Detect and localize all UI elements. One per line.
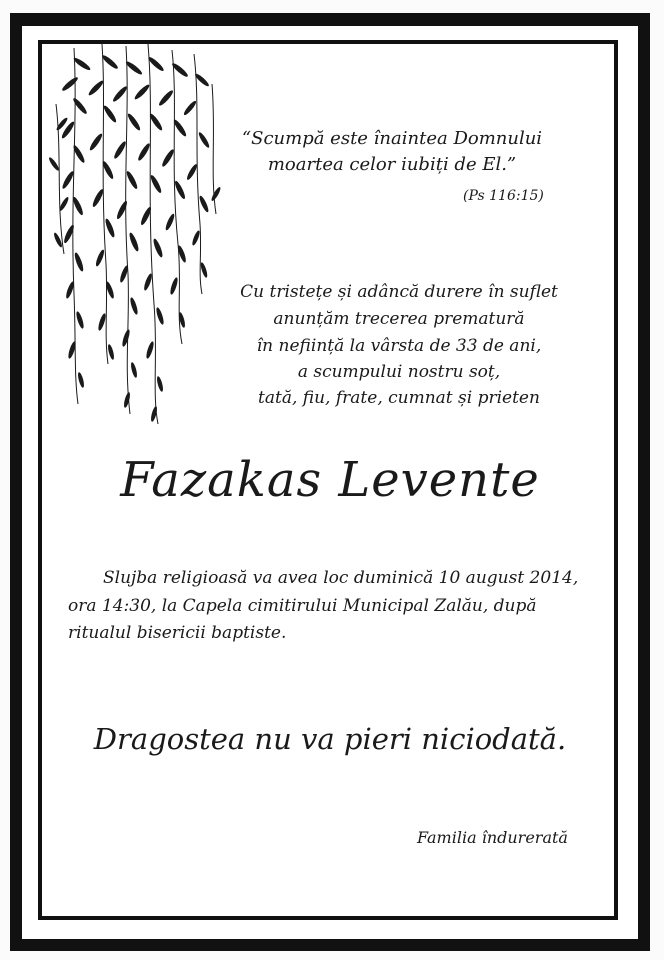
announcement-line-2: anunțăm trecerea prematură [273, 309, 525, 329]
family-signature: Familia îndurerată [417, 828, 568, 847]
announcement-line-1: Cu tristețe și adâncă durere în suflet [240, 282, 558, 302]
service-line-1: Slujba religioasă va avea loc duminică 10 august 2014, [103, 568, 579, 588]
announcement-line-5: tată, fiu, frate, cumnat și prieten [258, 388, 540, 408]
verse-reference: (Ps 116:15) [463, 188, 544, 204]
announcement-line-3: în neființă la vârsta de 33 de ani, [256, 336, 542, 356]
service-line-3: ritualul bisericii baptiste. [68, 623, 287, 643]
deceased-name: Fazakas Levente [120, 452, 540, 508]
announcement-line-4: a scumpului nostru soț, [297, 362, 501, 382]
quote-line-1: “Scumpă este înaintea Domnului [241, 128, 543, 149]
willow-branches-illustration [44, 44, 224, 434]
service-line-2: ora 14:30, la Capela cimitirului Municipal Zalău, după [68, 596, 537, 616]
motto: Dragostea nu va pieri niciodată. [93, 722, 567, 756]
quote-line-2: moartea celor iubiți de El.” [267, 154, 517, 175]
